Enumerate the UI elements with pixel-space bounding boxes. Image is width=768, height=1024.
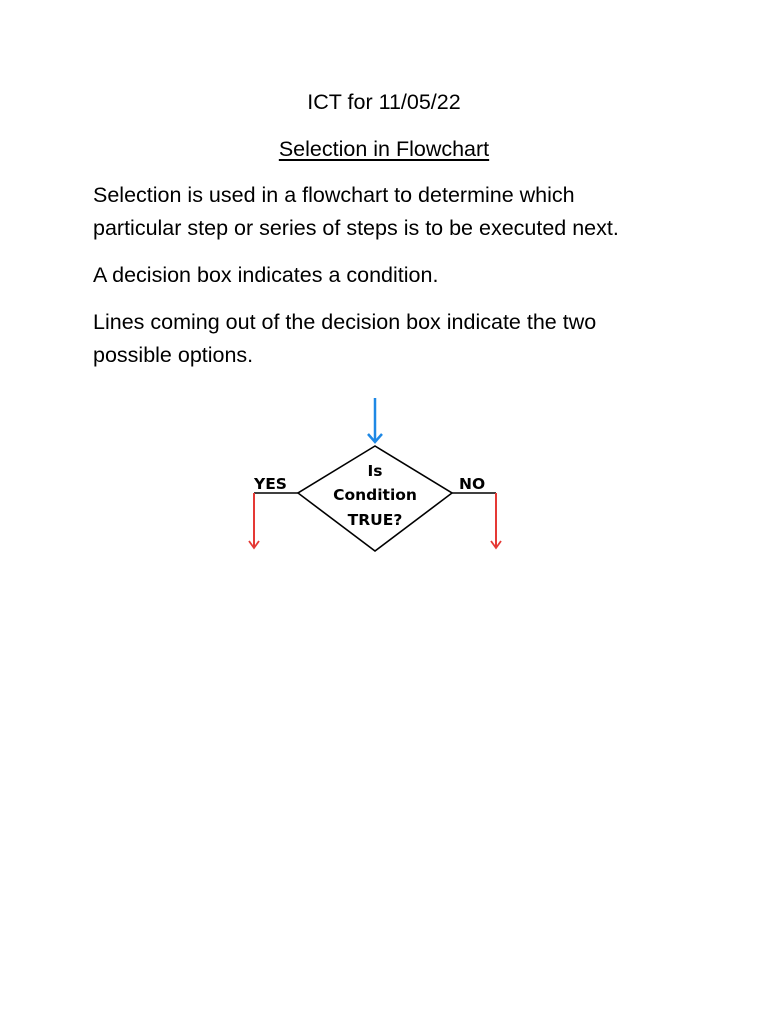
subtitle-text: Selection in Flowchart	[278, 137, 490, 161]
yes-branch-arrow-icon	[249, 493, 298, 548]
decision-text-line2: Condition	[333, 486, 417, 504]
input-arrow-icon	[368, 398, 382, 442]
page-subtitle	[0, 133, 768, 166]
no-branch-arrow-icon	[452, 493, 501, 548]
decision-text-line1: Is	[367, 462, 383, 480]
paragraph-lines	[93, 306, 693, 372]
paragraph-selection	[93, 179, 693, 245]
decision-text-line3: TRUE?	[347, 511, 403, 529]
yes-label: YES	[254, 475, 287, 493]
flowchart-svg	[240, 394, 510, 560]
paragraph-line: particular step or series of steps is to be executed next.	[93, 216, 619, 240]
paragraph-line: Selection is used in a flowchart to determine which	[93, 183, 575, 207]
paragraph-line: A decision box indicates a condition.	[93, 263, 439, 287]
no-label: NO	[459, 475, 486, 493]
paragraph-line: possible options.	[93, 343, 254, 367]
page-title: ICT for 11/05/22	[307, 90, 461, 114]
paragraph-line: Lines coming out of the decision box indicate the two	[93, 310, 597, 334]
flowchart-diagram	[240, 394, 510, 560]
paragraph-decision-box	[93, 259, 693, 292]
